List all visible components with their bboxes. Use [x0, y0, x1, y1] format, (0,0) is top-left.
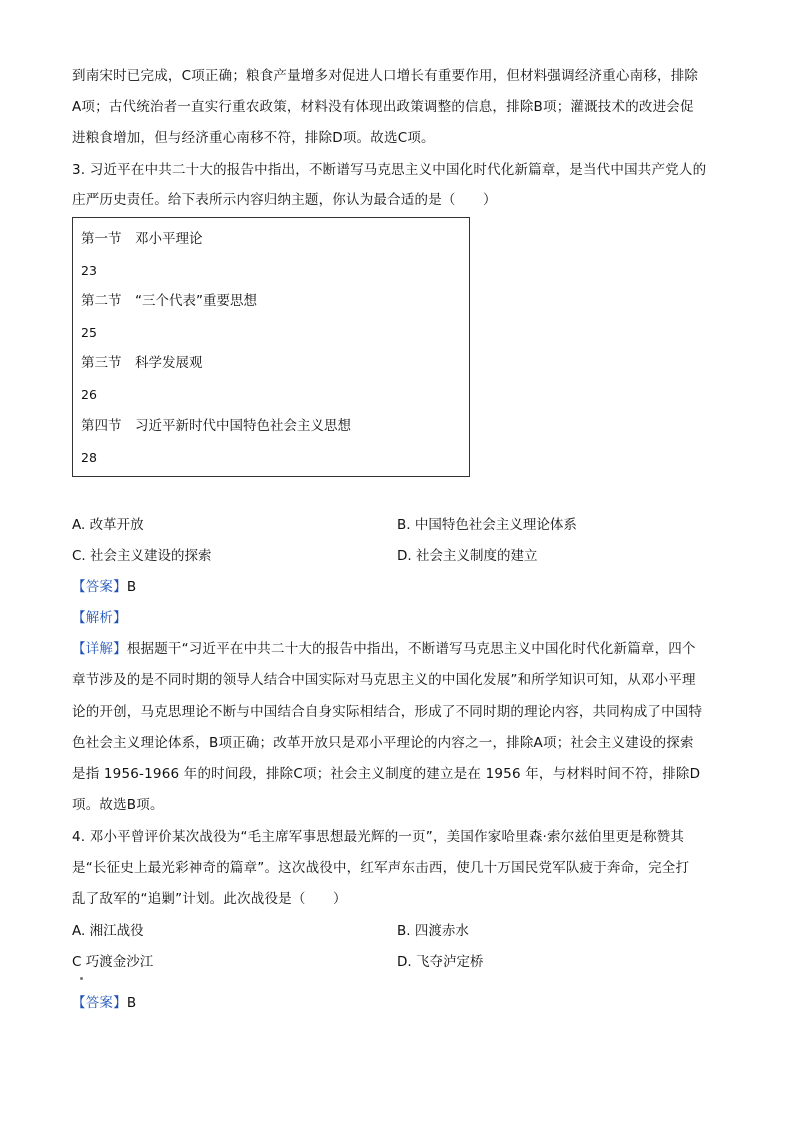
answer-value: B: [126, 995, 137, 1011]
detail-line: 论的开创，马克思理论不断与中国结合自身实际相结合，形成了不同时期的理论内容，共同构成了中国特: [72, 704, 703, 720]
section-page: 25: [81, 325, 97, 340]
answer-value: B: [126, 579, 137, 595]
section-title: 第四节 习近平新时代中国特色社会主义思想: [81, 418, 351, 434]
section-page: 28: [81, 450, 97, 465]
section-title: 第三节 科学发展观: [81, 355, 203, 371]
answer-line: [72, 577, 136, 597]
answer-line: [72, 993, 136, 1013]
option-b: B. 四渡赤水: [397, 923, 469, 939]
contents-table: [72, 217, 470, 477]
section-title: 第一节 邓小平理论: [81, 231, 203, 247]
option-d: D. 社会主义制度的建立: [397, 548, 538, 564]
analysis-label: 【解析】: [72, 610, 127, 626]
option-c: C 巧渡金沙江: [72, 954, 154, 970]
analysis-tag: [72, 608, 127, 628]
option-d: D. 飞夺泸定桥: [397, 954, 484, 970]
detail-line: 章节涉及的是不同时期的领导人结合中国实际对马克思主义的中国化发展”和所学知识可知，从邓小平理: [72, 672, 696, 688]
dot-mark: [80, 977, 83, 980]
detail-tag: 【详解】: [72, 641, 127, 657]
detail-line: 色社会主义理论体系，B项正确；改革开放只是邓小平理论的内容之一，排除A项；社会主义建设的探索: [72, 735, 694, 751]
answer-tag: 【答案】: [72, 579, 127, 595]
question-4-stem: 4. 邓小平曾评价某次战役为“毛主席军事思想最光辉的一页”，美国作家哈里森·索尔兹伯里更是称赞其: [72, 829, 685, 845]
option-b: B. 中国特色社会主义理论体系: [397, 517, 577, 533]
question-3-stem: 3. 习近平在中共二十大的报告中指出，不断谱写马克思主义中国化时代化新篇章，是当代中国共产党人的: [72, 162, 707, 178]
option-a: A. 湘江战役: [72, 923, 144, 939]
detail-line: 是指 1956-1966 年的时间段，排除C项；社会主义制度的建立是在 1956 年，与材料时间不符，排除D: [72, 766, 701, 782]
question-4-stem: 乱了敌军的“追剿”计划。此次战役是（ ）: [72, 891, 347, 907]
answer-tag: 【答案】: [72, 995, 127, 1011]
question-4-stem: 是“长征史上最光彩神奇的篇章”。这次战役中，红军声东击西，使几十万国民党军队疲于奔命，完全打: [72, 860, 690, 876]
detail-text: 根据题干“习近平在中共二十大的报告中指出，不断谱写马克思主义中国化时代化新篇章，四个: [126, 641, 696, 657]
question-3-stem: 庄严历史责任。给下表所示内容归纳主题，你认为最合适的是（ ）: [72, 192, 497, 208]
paragraph-line: 进粮食增加，但与经济重心南移不符，排除D项。故选C项。: [72, 130, 435, 146]
detail-line: [72, 639, 696, 659]
option-a: A. 改革开放: [72, 517, 144, 533]
option-c: C. 社会主义建设的探索: [72, 548, 212, 564]
paragraph-line: A项；古代统治者一直实行重农政策，材料没有体现出政策调整的信息，排除B项；灌溉技术的改进会促: [72, 99, 694, 115]
paragraph-line: 到南宋时已完成，C项正确；粮食产量增多对促进人口增长有重要作用，但材料强调经济重心南移，排除: [72, 68, 699, 84]
section-title: 第二节 “三个代表”重要思想: [81, 293, 257, 309]
section-page: 23: [81, 263, 97, 278]
section-page: 26: [81, 387, 97, 402]
detail-line: 项。故选B项。: [72, 797, 164, 813]
